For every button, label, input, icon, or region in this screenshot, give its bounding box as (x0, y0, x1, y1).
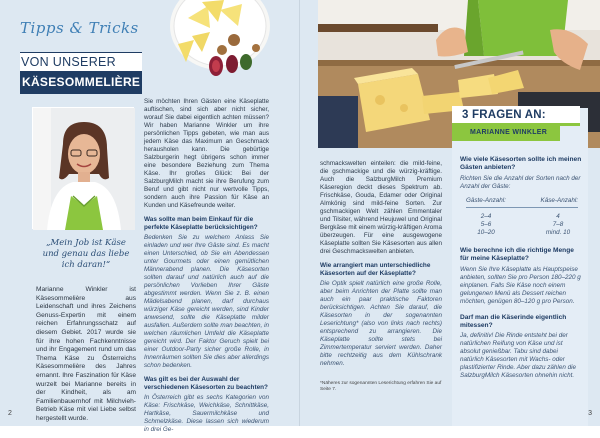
title-line-2: KÄSESOMMELIÈRE (20, 71, 142, 93)
table-row (466, 229, 578, 237)
answer-text: Die Optik spielt natürlich eine große Rolle, aber beim Anrichten der Platte sollte man auch ein paar praktische Faktoren berücksichtigen. Achten Sie darauf, die Käsesorten in der sogenannten Leserichtung* (also von links nach rechts) entsprechend zu arrangieren. Die Käseplatte sollte stets bei Zimmertemperatur serviert werden. Daher bitte rechtzeitig aus dem Kühlschrank nehmen. (320, 280, 442, 367)
fragen-section (300, 0, 600, 426)
footnote: *Näheres zur sogenannten Leserichtung erfahren Sie auf Seite 7. (320, 381, 442, 392)
table-row (466, 221, 578, 229)
speaker-name: MARIANNE WINKLER (470, 129, 548, 136)
speaker-bar (452, 126, 560, 141)
question-heading: Was sollte man beim Einkauf für die perfekte Käseplatte berücksichtigen? (144, 216, 258, 231)
page-number-right: 3 (588, 410, 592, 417)
fragen-qa (460, 156, 582, 388)
cheese-plate-photo (172, 0, 267, 86)
guest-cheese-table (466, 197, 578, 237)
article-text: schmackswelten einteilen: die mild-feine, die gschmackige und die würzig-kräftige. Auch die SalzburgMilch Premium Käseregion deckt dieses Spektrum ab. Frischkäse, Gouda, Edamer oder Original Almkönig sind mild-feine Sorten. Zur gschmackigen Welt zählen Emmentaler und Tilsiter, während Heujuwel und Original Bergkäse mit einem würzig-kräftigen Aroma überzeugen. Für eine ausgewogene Käseplatte sollten Sie Käsesorten aus allen drei Geschmackswelten anbieten. (320, 160, 442, 255)
table-header (466, 197, 578, 208)
fragen-answer: Wenn Sie Ihre Käseplatte als Hauptspeise anbieten, sollten Sie pro Person 180–220 g einplanen. Falls Sie Käse noch einem gelungenen Menü als Dessert reichen möchten, genügen 80–120 g pro Person. (460, 265, 581, 305)
intro-text: Sie möchten Ihren Gästen eine Käseplatte auftischen, sind sich aber nicht sicher, worauf Sie dabei eigentlich achten müssen? Wir haben Marianne Winkler um ihre persönlichen Tipps gebeten, wie man aus jedem Käse das Maximum an Geschmack herausholen kann. Die gebürtige Salzburgerin hegt übrigens schon immer eine besondere Beziehung zum Thema Käse. Ihr großes Glück: Bei der SalzburgMilch macht sie ihre Berufung zum Beruf und gibt nicht nur wertvolle Tipps, sondern auch ihre Passion für Käse an Kunden und Käsefreunde weiter. (144, 98, 269, 209)
portrait-photo (32, 107, 134, 229)
sommeliere-bio: Marianne Winkler ist Käsesommelière aus Leidenschaft und ihres Zeichens Genuss-Expertin mit einem reichen Erfahrungsschatz auf diesem Gebiet. 2017 wurde sie für ihre hohen Fachkenntnisse und ihr Engagement rund um das Thema Käse zu Österreichs Käsesommelière des Jahres ernannt. Ihre Faszination für Käse wurzelt bei Marianne bereits in der Kindheit, als am Familienbauernhof mit Milchvieh-Betrieb Käse mit viel Liebe selbst hergestellt wurde. (36, 286, 136, 422)
pull-quote: „Mein Job ist Käse und genau das liebe ich daran!“ (42, 238, 130, 270)
fragen-question: Wie berechne ich die richtige Menge für meine Käseplatte? (460, 246, 574, 263)
fragen-question: Wie viele Käsesorten sollte ich meinen Gästen anbieten? (460, 156, 582, 172)
table-header-cell: Gäste-Anzahl: (466, 196, 506, 204)
page-number-left: 2 (8, 410, 12, 417)
table-cell: mind. 10 (545, 228, 571, 236)
table-cell: 10–20 (477, 228, 495, 236)
table-header-cell: Käse-Anzahl: (540, 196, 578, 204)
section-title (20, 52, 142, 94)
table-cell: 5–6 (480, 220, 492, 228)
table-cell: 4 (556, 212, 560, 220)
table-cell: 2–4 (480, 212, 492, 220)
tips-label: Tipps & Tricks (20, 19, 139, 37)
question-heading: Was gilt es bei der Auswahl der verschiedenen Käsesorten zu beachten? (144, 376, 268, 391)
question-heading: Wie arrangiert man unterschiedliche Käsesorten auf der Käseplatte? (320, 262, 431, 277)
fragen-banner (452, 106, 580, 126)
article-column-1 (144, 98, 269, 438)
table-cell: 7–8 (552, 220, 564, 228)
fragen-answer: Richten Sie die Anzahl der Sorten nach der Anzahl der Gäste: (460, 174, 581, 190)
title-line-1: VON UNSERER (20, 53, 142, 71)
answer-text: In Österreich gibt es sechs Kategorien von Käse: Frischkäse, Weichkäse, Schnittkäse, Hartkäse, Sauermilchkäse und Schmelzkäse. Diese lassen sich wiederum in drei Ge- (144, 394, 269, 433)
fragen-title: 3 FRAGEN AN: (462, 109, 546, 121)
answer-text: Bedenken Sie zu welchem Anlass Sie einladen und wer Ihre Gäste sind. Es macht einen Unterschied, ob Sie ein Abendessen unter Gourmets oder einen gemütlichen Männerabend planen. Die Käsesorten sollten darauf und natürlich auch auf die persönlichen Vorlieben Ihrer Gäste abgestimmt werden. Wenn Sie z. B. einen Mädelsabend planen, darf durchaus würziger Käse gereicht werden, sind Kinder anwesend, sollte die Käseplatte milder ausfallen. Außerdem sollte man beachten, in welchen räumlichen Umfeld die Käseplatte gereicht wird. Der Faktor Geruch spielt bei einer Outdoor-Party sicher große Rolle, in Innenräumen sollten Sie dies aber allerdings schon bedenken. (144, 234, 269, 369)
fragen-question: Darf man die Käserinde eigentlich mitessen? (460, 313, 567, 330)
table-row (466, 213, 578, 221)
left-page (0, 0, 299, 433)
fragen-answer: Ja, definitiv! Die Rinde entsteht bei der natürlichen Reifung von Käse und ist absolut genießbar. Tabu sind dabei natürlich Käsesorten mit Wachs- oder plastifizierter Rinde. Aber dazu zählen die SalzburgMilch Käsesorten ohnehin nicht. (460, 332, 576, 380)
